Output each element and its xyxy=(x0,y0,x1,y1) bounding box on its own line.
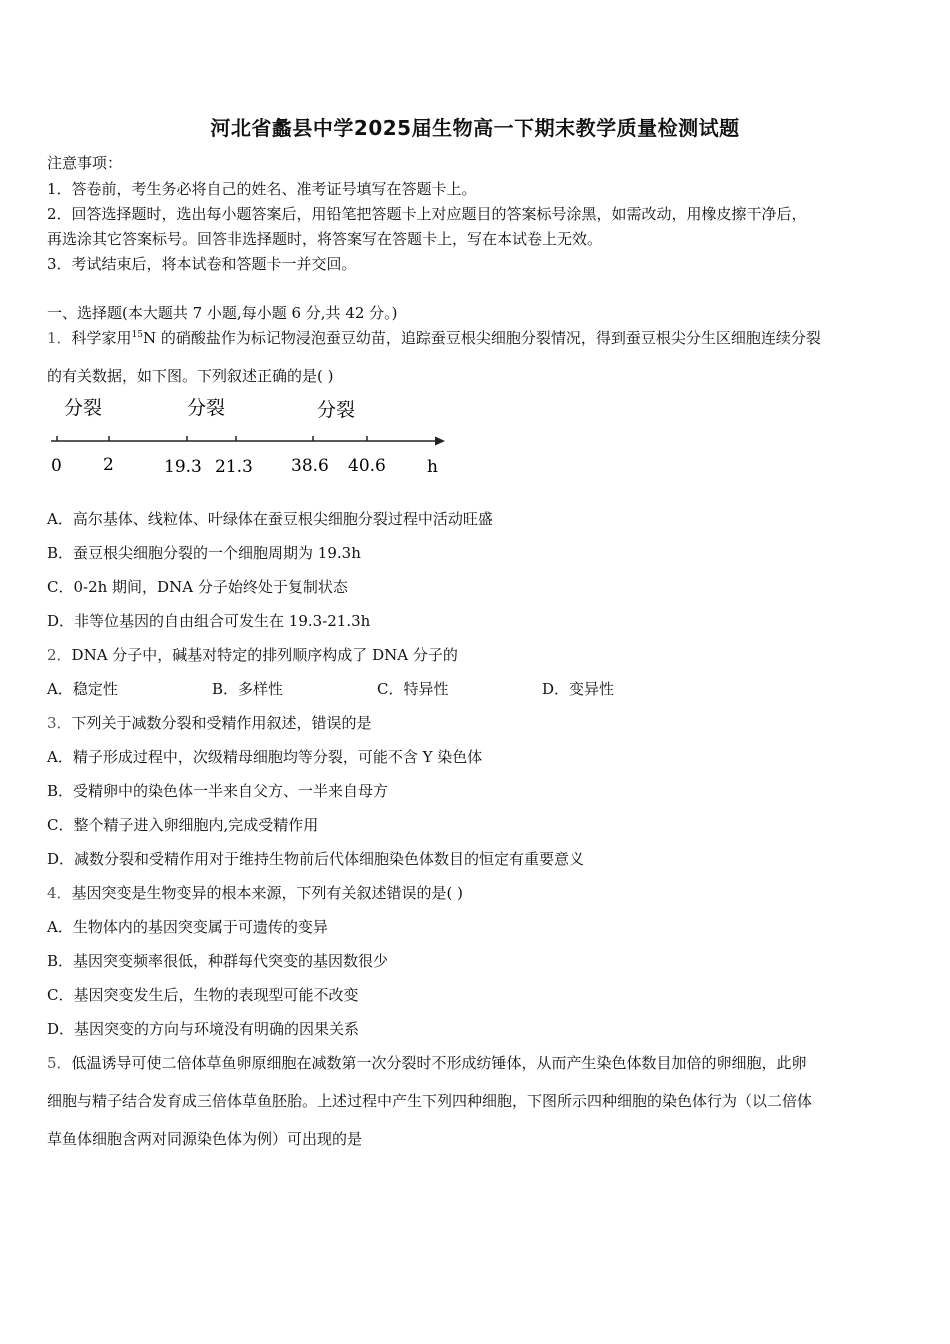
axis-arrowhead xyxy=(435,437,445,446)
cell-division-timeline-figure xyxy=(47,392,457,486)
question-5-line-2: 细胞与精子结合发育成三倍体草鱼胚胎。上述过程中产生下列四种细胞，下图所示四种细胞的染色体行为（以二倍体 xyxy=(47,1092,813,1110)
question-3-text: 下列关于减数分裂和受精作用叙述，错误的是 xyxy=(71,714,372,732)
question-5-line-1 xyxy=(47,1052,907,1073)
notice-item-3: 3．考试结束后，将本试卷和答题卡一并交回。 xyxy=(47,255,357,273)
question-4-option-a: A．生物体内的基因突变属于可遗传的变异 xyxy=(47,918,328,936)
tick-label-21-3: 21.3 xyxy=(215,457,253,477)
question-1-option-a: A．高尔基体、线粒体、叶绿体在蚕豆根尖细胞分裂过程中活动旺盛 xyxy=(47,510,493,528)
question-1-option-d: D．非等位基因的自由组合可发生在 19.3-21.3h xyxy=(47,612,371,630)
question-2-option-b: B．多样性 xyxy=(212,680,284,698)
question-3-option-b: B．受精卵中的染色体一半来自父方、一半来自母方 xyxy=(47,782,389,800)
tick-label-2: 2 xyxy=(103,455,114,475)
question-2-option-c: C．特异性 xyxy=(377,680,449,698)
tick-label-0: 0 xyxy=(51,456,62,476)
question-2-option-d: D．变异性 xyxy=(542,680,615,698)
notice-item-2: 2．回答选择题时，选出每小题答案后，用铅笔把答题卡上对应题目的答案标号涂黑，如需改动，用橡皮擦干净后， xyxy=(47,205,807,223)
notice-item-1: 1．答卷前，考生务必将自己的姓名、准考证号填写在答题卡上。 xyxy=(47,180,477,198)
division-label-3: 分裂 xyxy=(317,399,356,421)
timeline-svg xyxy=(47,392,457,482)
question-2-text: DNA 分子中，碱基对特定的排列顺序构成了 DNA 分子的 xyxy=(71,646,458,664)
question-2-line xyxy=(47,644,907,665)
question-3-number: 3． xyxy=(47,714,72,732)
tick-label-38-6: 38.6 xyxy=(291,456,329,476)
question-4-option-c: C．基因突变发生后，生物的表现型可能不改变 xyxy=(47,986,359,1004)
question-5-line-3: 草鱼体细胞含两对同源染色体为例）可出现的是 xyxy=(47,1130,363,1148)
question-1-option-c: C．0-2h 期间，DNA 分子始终处于复制状态 xyxy=(47,578,348,596)
question-3-line xyxy=(47,712,907,733)
question-4-number: 4． xyxy=(47,884,72,902)
tick-label-40-6: 40.6 xyxy=(348,456,386,476)
division-label-1: 分裂 xyxy=(64,397,103,419)
axis-unit: h xyxy=(427,457,438,477)
notice-heading: 注意事项： xyxy=(47,154,123,172)
division-label-2: 分裂 xyxy=(187,397,226,419)
question-1-option-b: B．蚕豆根尖细胞分裂的一个细胞周期为 19.3h xyxy=(47,544,361,562)
question-5-number: 5． xyxy=(47,1054,72,1072)
isotope-superscript: 15 xyxy=(131,330,144,340)
question-1-number: 1． xyxy=(47,329,72,347)
question-4-line xyxy=(47,882,907,903)
question-1-text-b: N 的硝酸盐作为标记物浸泡蚕豆幼苗，追踪蚕豆根尖细胞分裂情况，得到蚕豆根尖分生区细胞连续分裂 xyxy=(143,329,821,347)
question-2-option-a: A．稳定性 xyxy=(47,680,118,698)
question-5-text-a: 低温诱导可使二倍体草鱼卵原细胞在减数第一次分裂时不形成纺锤体，从而产生染色体数目加倍的卵细胞，此卵 xyxy=(71,1054,807,1072)
question-4-text: 基因突变是生物变异的根本来源，下列有关叙述错误的是( ) xyxy=(71,884,464,902)
tick-label-19-3: 19.3 xyxy=(164,457,202,477)
question-4-option-d: D．基因突变的方向与环境没有明确的因果关系 xyxy=(47,1020,360,1038)
notice-item-2-cont: 再选涂其它答案标号。回答非选择题时，将答案写在答题卡上，写在本试卷上无效。 xyxy=(47,230,603,248)
question-3-option-d: D．减数分裂和受精作用对于维持生物前后代体细胞染色体数目的恒定有重要意义 xyxy=(47,850,585,868)
page-title: 河北省蠡县中学2025届生物高一下期末教学质量检测试题 xyxy=(210,116,740,140)
question-1-text-a: 科学家用 xyxy=(71,329,132,347)
question-3-option-a: A．精子形成过程中，次级精母细胞均等分裂，可能不含 Y 染色体 xyxy=(47,748,483,766)
section-heading: 一、选择题(本大题共 7 小题,每小题 6 分,共 42 分。) xyxy=(47,304,398,322)
question-3-option-c: C．整个精子进入卵细胞内,完成受精作用 xyxy=(47,816,319,834)
question-4-option-b: B．基因突变频率很低，种群每代突变的基因数很少 xyxy=(47,952,389,970)
question-1-line-1 xyxy=(47,327,907,348)
question-2-number: 2． xyxy=(47,646,72,664)
question-1-line-2: 的有关数据，如下图。下列叙述正确的是( ) xyxy=(47,367,334,385)
